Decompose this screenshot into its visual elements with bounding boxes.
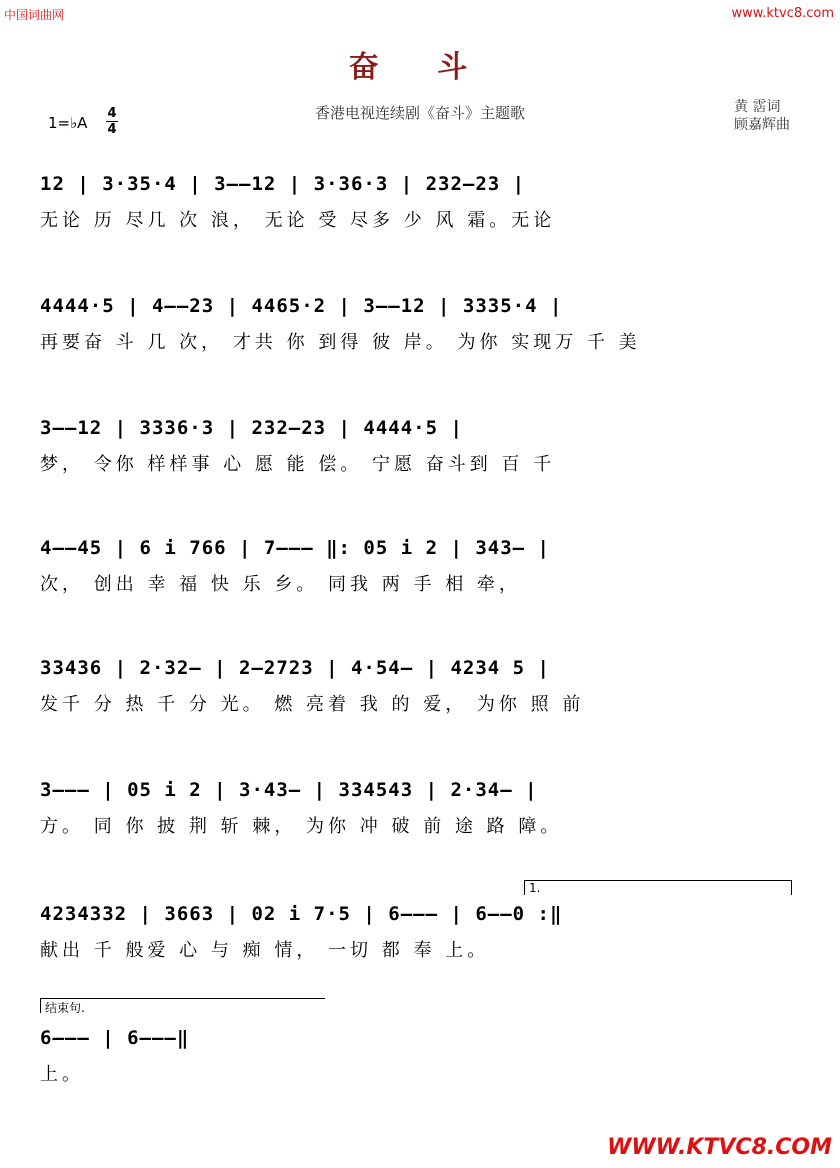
notation-line: 12 | 3·35·4 | 3——12 | 3·36·3 | 232—23 | — [40, 173, 526, 195]
lyric-line: 方。 同 你 披 荆 斩 棘， 为你 冲 破 前 途 路 障。 — [40, 816, 563, 837]
lyric-line: 梦， 令你 样样事 心 愿 能 偿。 宁愿 奋斗到 百 千 — [40, 454, 556, 475]
notation-line: 3——— | 05 i 2 | 3·43— | 334543 | 2·34— | — [40, 779, 538, 801]
composer-credit: 顾嘉辉曲 — [734, 117, 790, 133]
notation-line: 4——45 | 6 i 766 | 7——— ‖: 05 i 2 | 343— | — [40, 537, 550, 559]
credits — [734, 98, 790, 134]
lyric-line: 上。 — [40, 1064, 84, 1085]
lyric-line: 发千 分 热 千 分 光。 燃 亮着 我 的 爱， 为你 照 前 — [40, 694, 585, 715]
lyric-line: 无论 历 尽几 次 浪， 无论 受 尽多 少 风 霜。无论 — [40, 210, 556, 231]
volta-label: 1. — [529, 881, 541, 895]
notation-line: 3——12 | 3336·3 | 232—23 | 4444·5 | — [40, 417, 463, 439]
key-signature: 1=♭A — [48, 114, 88, 132]
notation-line: 6——— | 6———‖ — [40, 1027, 190, 1049]
meter-bottom: 4 — [107, 122, 117, 137]
song-title: 奋 斗 — [348, 50, 492, 85]
site-url-right[interactable]: www.ktvc8.com — [731, 6, 834, 21]
song-subtitle: 香港电视连续剧《奋斗》主题歌 — [314, 104, 525, 122]
ending-label: 结束句. — [45, 1001, 85, 1015]
meter-top: 4 — [107, 106, 117, 121]
site-name-left: 中国词曲网 — [4, 8, 65, 22]
lyric-line: 次， 创出 幸 福 快 乐 乡。 同我 两 手 相 牵， — [40, 574, 521, 595]
volta-first-ending — [524, 880, 792, 895]
time-signature — [106, 106, 118, 137]
notation-line: 33436 | 2·32— | 2—2723 | 4·54— | 4234 5 | — [40, 657, 550, 679]
lyricist-credit: 黄 霑词 — [734, 99, 781, 115]
lyric-line: 献出 千 般爱 心 与 痴 情， 一切 都 奉 上。 — [40, 940, 490, 961]
notation-line: 4234332 | 3663 | 02 i 7·5 | 6——— | 6——0 :‖ — [40, 903, 563, 925]
ending-bracket — [40, 998, 325, 1013]
notation-line: 4444·5 | 4——23 | 4465·2 | 3——12 | 3335·4 | — [40, 295, 563, 317]
watermark: WWW.KTVC8.COM — [607, 1135, 832, 1160]
lyric-line: 再要奋 斗 几 次， 才共 你 到得 彼 岸。 为你 实现万 千 美 — [40, 332, 641, 353]
